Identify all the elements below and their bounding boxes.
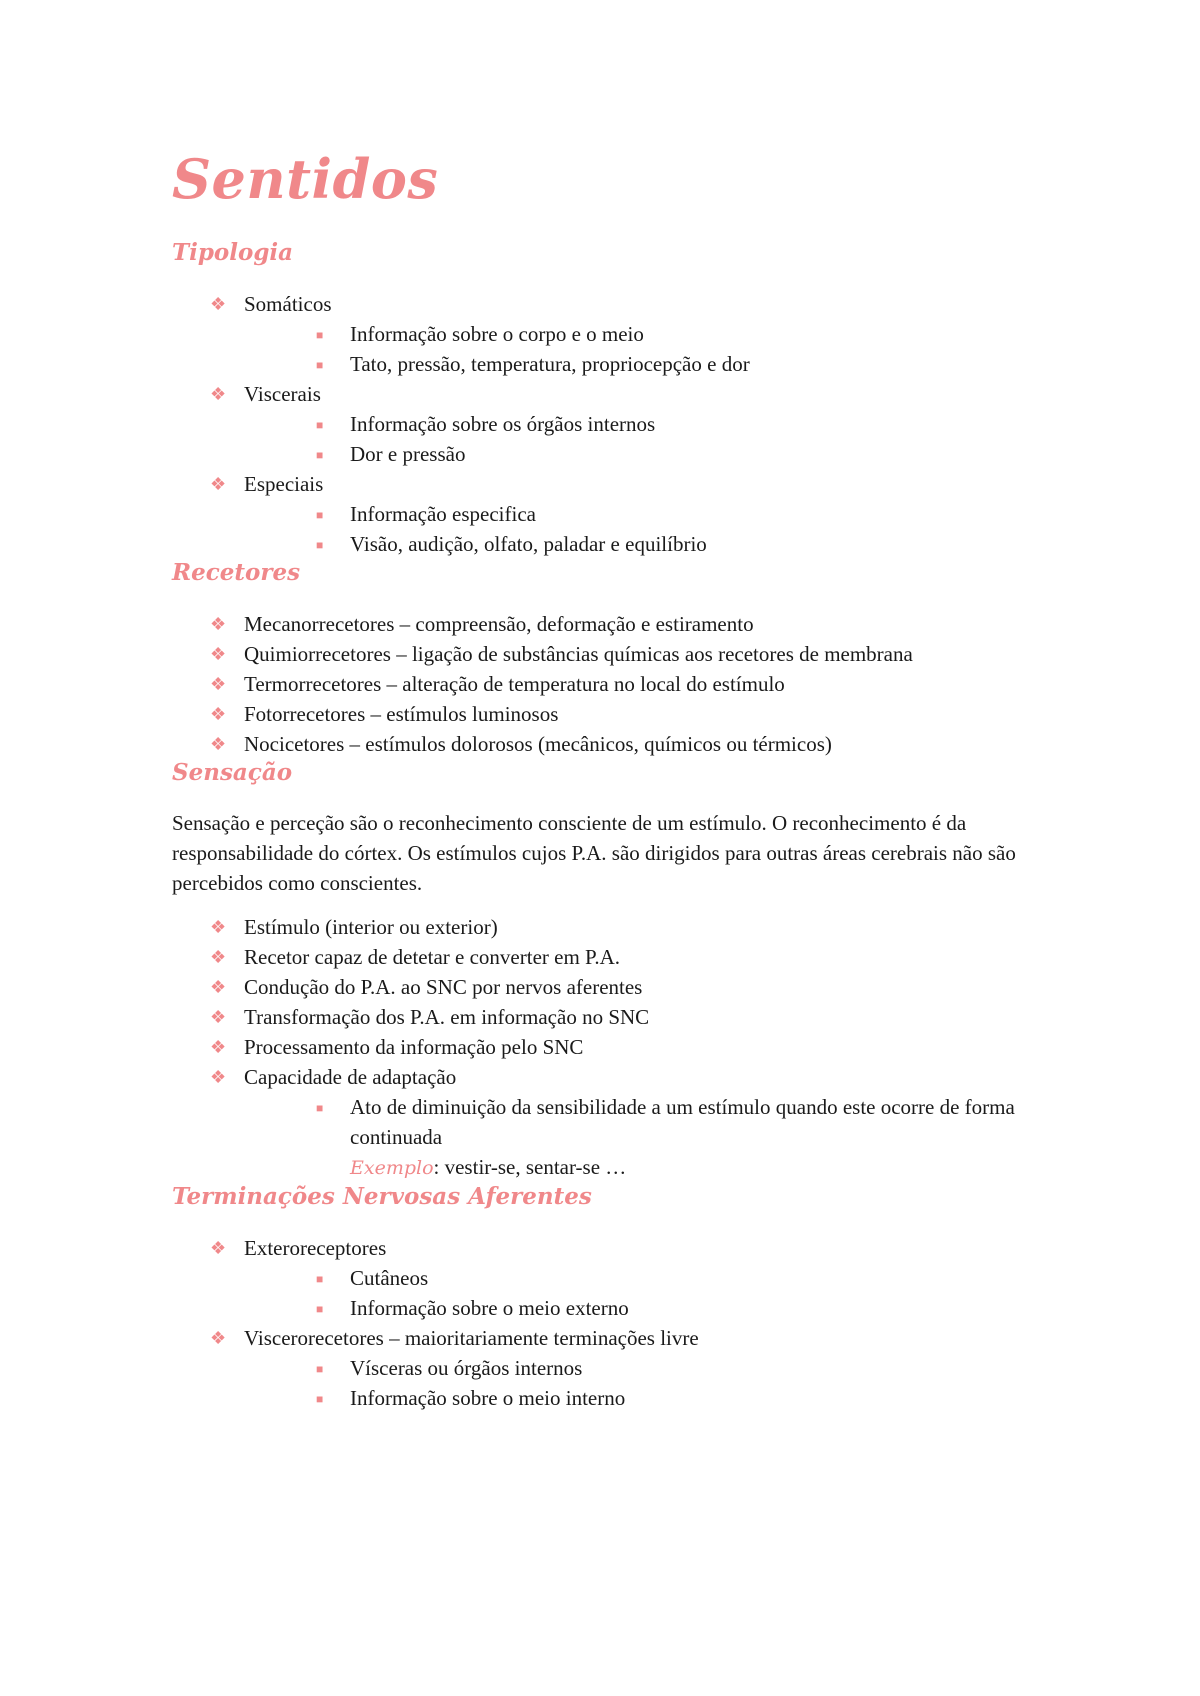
- diamond-bullet-icon: ❖: [210, 1067, 227, 1088]
- sub-list-item: ■ Dor e pressão: [316, 439, 1052, 469]
- square-bullet-icon: ■: [316, 1391, 324, 1406]
- diamond-bullet-icon: ❖: [210, 1237, 227, 1258]
- list-item-label: Viscerais: [244, 381, 321, 406]
- diamond-bullet-icon: ❖: [210, 643, 227, 664]
- diamond-bullet-icon: ❖: [210, 383, 227, 404]
- recetores-list: [172, 609, 1052, 759]
- list-item-label: Especiais: [244, 471, 324, 496]
- sub-list: [244, 1092, 1052, 1183]
- list-item: [210, 379, 1052, 469]
- sensacao-list: [172, 912, 1052, 1183]
- diamond-bullet-icon: ❖: [210, 703, 227, 724]
- sub-list-item: ■ Informação sobre os órgãos internos: [316, 409, 1052, 439]
- diamond-bullet-icon: ❖: [210, 1007, 227, 1028]
- sensacao-paragraph: Sensação e perceção são o reconhecimento consciente de um estímulo. O reconhecimento é da responsabilidade do córtex. Os estímulos cujos P.A. são dirigidos para outras áreas cerebrais não são percebidos como conscientes.: [172, 811, 1016, 896]
- sub-list: [244, 499, 1052, 559]
- list-item-label: Somáticos: [244, 291, 332, 316]
- sub-list: [244, 1353, 1052, 1413]
- example-line: [316, 1152, 1052, 1183]
- example-label: Exemplo: [350, 1157, 434, 1180]
- list-item: ❖ Estímulo (interior ou exterior): [210, 912, 1052, 942]
- list-item: ❖ Exteroreceptores ■ Cutâneos ■ Informação sobre o meio externo: [210, 1233, 1052, 1323]
- square-bullet-icon: ■: [316, 1101, 324, 1116]
- square-bullet-icon: ■: [316, 447, 324, 462]
- list-item: ❖ Transformação dos P.A. em informação no SNC: [210, 1002, 1052, 1032]
- section-heading-terminacoes: Terminações Nervosas Aferentes: [172, 1183, 592, 1211]
- document-page: [172, 147, 1052, 1413]
- section-heading-recetores: Recetores: [172, 558, 301, 586]
- square-bullet-icon: ■: [316, 417, 324, 432]
- list-item: ❖ Mecanorrecetores – compreensão, deformação e estiramento: [210, 609, 1052, 639]
- list-item: ❖ Viscerorecetores – maioritariamente terminações livre ■ Vísceras ou órgãos internos ■ Informação sobre o meio interno: [210, 1323, 1052, 1413]
- list-item: ❖ Quimiorrecetores – ligação de substâncias químicas aos recetores de membrana: [210, 639, 1052, 669]
- list-item: ❖ Termorrecetores – alteração de temperatura no local do estímulo: [210, 669, 1052, 699]
- sub-list-item: ■ Cutâneos: [316, 1263, 1052, 1293]
- square-bullet-icon: ■: [316, 327, 324, 342]
- diamond-bullet-icon: ❖: [210, 673, 227, 694]
- diamond-bullet-icon: ❖: [210, 1037, 227, 1058]
- diamond-bullet-icon: ❖: [210, 293, 227, 314]
- diamond-bullet-icon: ❖: [210, 947, 227, 968]
- terminacoes-list: [172, 1233, 1052, 1413]
- sub-list: [244, 1263, 1052, 1323]
- sub-list-item: ■ Visão, audição, olfato, paladar e equilíbrio: [316, 529, 1052, 559]
- diamond-bullet-icon: ❖: [210, 917, 227, 938]
- square-bullet-icon: ■: [316, 357, 324, 372]
- tipologia-list: [172, 289, 1052, 559]
- square-bullet-icon: ■: [316, 1271, 324, 1286]
- list-item: ❖ Nocicetores – estímulos dolorosos (mecânicos, químicos ou térmicos): [210, 729, 1052, 759]
- sub-list: [244, 319, 1052, 379]
- square-bullet-icon: ■: [316, 507, 324, 522]
- example-text: : vestir-se, sentar-se …: [433, 1155, 627, 1180]
- sub-list-item: ■ Tato, pressão, temperatura, propriocepção e dor: [316, 349, 1052, 379]
- sub-list-item: ■ Ato de diminuição da sensibilidade a um estímulo quando este ocorre de forma continuada: [316, 1095, 1015, 1150]
- list-item: ❖ Capacidade de adaptação ■ Ato de diminuição da sensibilidade a um estímulo quando este ocorre de forma continuada Exemplo: vestir-se, sentar-se …: [210, 1062, 1052, 1183]
- sub-list-item: ■ Informação sobre o meio interno: [316, 1383, 1052, 1413]
- list-item: [210, 289, 1052, 379]
- list-item: ❖ Condução do P.A. ao SNC por nervos aferentes: [210, 972, 1052, 1002]
- square-bullet-icon: ■: [316, 537, 324, 552]
- diamond-bullet-icon: ❖: [210, 473, 227, 494]
- sub-list-item: ■ Informação sobre o corpo e o meio: [316, 319, 1052, 349]
- diamond-bullet-icon: ❖: [210, 1327, 227, 1348]
- sub-list-item: ■ Informação especifica: [316, 499, 1052, 529]
- square-bullet-icon: ■: [316, 1301, 324, 1316]
- diamond-bullet-icon: ❖: [210, 733, 227, 754]
- section-heading-sensacao: Sensação: [172, 758, 293, 786]
- sub-list-item: ■ Vísceras ou órgãos internos: [316, 1353, 1052, 1383]
- square-bullet-icon: ■: [316, 1361, 324, 1376]
- diamond-bullet-icon: ❖: [210, 613, 227, 634]
- section-heading-tipologia: Tipologia: [172, 239, 294, 267]
- sub-list-item: ■ Informação sobre o meio externo: [316, 1293, 1052, 1323]
- list-item: [210, 469, 1052, 559]
- list-item: ❖ Fotorrecetores – estímulos luminosos: [210, 699, 1052, 729]
- list-item: ❖ Processamento da informação pelo SNC: [210, 1032, 1052, 1062]
- list-item: ❖ Recetor capaz de detetar e converter em P.A.: [210, 942, 1052, 972]
- page-title: Sentidos: [172, 147, 439, 211]
- diamond-bullet-icon: ❖: [210, 977, 227, 998]
- sub-list: [244, 409, 1052, 469]
